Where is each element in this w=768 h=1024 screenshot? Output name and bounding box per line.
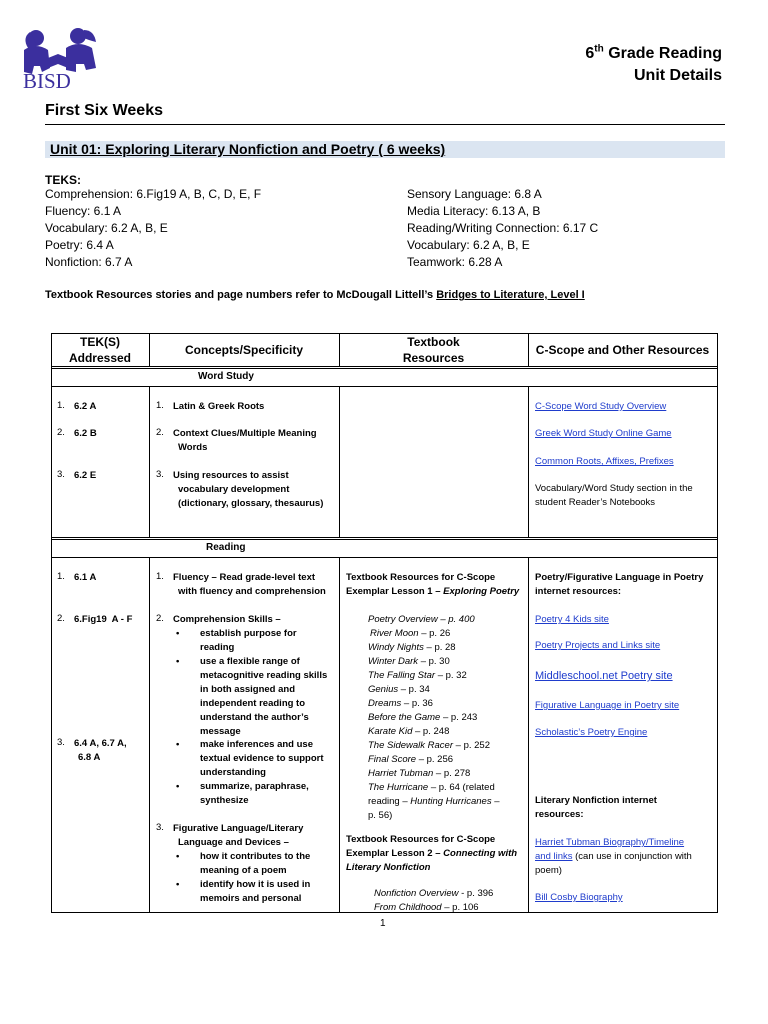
list-number: 2. xyxy=(57,427,65,438)
teks-label: TEKS: xyxy=(45,173,81,187)
table-border xyxy=(51,537,718,538)
header-cscope: C-Scope and Other Resources xyxy=(535,343,710,357)
concept-comprehension: Comprehension Skills – xyxy=(173,614,281,625)
poetry-item: The Hurricane – p. 64 (related xyxy=(368,782,495,793)
link-cscope-word-study[interactable]: C-Scope Word Study Overview xyxy=(535,401,667,412)
unit-details-title: Unit Details xyxy=(633,67,722,84)
poetry-item: Final Score – p. 256 xyxy=(368,754,454,765)
concept-item: Latin & Greek Roots xyxy=(173,401,265,412)
word-study-note: Vocabulary/Word Study section in the student Reader’s Notebooks xyxy=(535,483,693,508)
teks-item: Poetry: 6.4 A xyxy=(45,238,114,252)
header-rule xyxy=(45,124,725,125)
section-reading: Reading xyxy=(206,542,246,553)
list-number: 3. xyxy=(156,822,164,833)
concept-figurative: Figurative Language/Literary Language and Devices – xyxy=(173,823,304,848)
poetry-item: Windy Nights – p. 28 xyxy=(368,642,456,653)
link-poetry-4-kids[interactable]: Poetry 4 Kids site xyxy=(535,614,609,625)
teks-list-left xyxy=(45,186,261,271)
lesson2-heading: Textbook Resources for C-Scope Exemplar Lesson 2 – Connecting with Literary Nonfiction xyxy=(346,834,518,873)
nonfiction-resource-list xyxy=(374,887,493,915)
unit-title: Unit 01: Exploring Literary Nonfiction and Poetry ( 6 weeks) xyxy=(50,141,446,157)
bullet-item: summarize, paraphrase, synthesize xyxy=(200,781,309,806)
teks-code: 6.1 A xyxy=(74,572,97,583)
bullet-icon: • xyxy=(176,879,180,890)
poetry-item: Before the Game – p. 243 xyxy=(368,712,478,723)
poetry-item: Winter Dark – p. 30 xyxy=(368,656,450,667)
list-number: 2. xyxy=(156,427,164,438)
poetry-item: Dreams – p. 36 xyxy=(368,698,433,709)
bullet-icon: • xyxy=(176,739,180,750)
textbook-note: Textbook Resources stories and page numbers refer to McDougall Littell’s Bridges to Literature, Level I xyxy=(45,289,585,301)
poetry-item: River Moon – p. 26 xyxy=(370,628,451,639)
teks-code: 6.Fig19 A - F xyxy=(74,614,133,625)
link-middleschool-poetry[interactable]: Middleschool.net Poetry site xyxy=(535,670,673,682)
table-col-divider xyxy=(149,557,150,913)
poetry-item: Harriet Tubman – p. 278 xyxy=(368,768,471,779)
list-number: 1. xyxy=(156,400,164,411)
bullet-item: identify how it is used in memoirs and personal xyxy=(200,879,311,904)
teks-item: Media Literacy: 6.13 A, B xyxy=(407,204,541,218)
teks-item: Vocabulary: 6.2 A, B, E xyxy=(407,238,530,252)
table-border xyxy=(51,368,718,369)
teks-list-right xyxy=(407,186,598,271)
teks-item: Sensory Language: 6.8 A xyxy=(407,187,542,201)
bullet-item: make inferences and use textual evidence to support understanding xyxy=(200,739,324,778)
teks-code: 6.2 A xyxy=(74,401,97,412)
table-col-divider xyxy=(149,386,150,538)
section-word-study: Word Study xyxy=(198,371,254,382)
table-border xyxy=(51,539,718,540)
poetry-item: Karate Kid – p. 248 xyxy=(368,726,450,737)
table-col-divider xyxy=(339,557,340,913)
teks-item: Reading/Writing Connection: 6.17 C xyxy=(407,221,599,235)
link-figurative-language[interactable]: Figurative Language in Poetry site xyxy=(535,700,680,711)
poetry-item: Poetry Overview – p. 400 xyxy=(368,614,475,625)
page-number: 1 xyxy=(380,918,386,929)
teks-code: 6.4 A, 6.7 A, 6.8 A xyxy=(74,738,127,763)
teks-item: Teamwork: 6.28 A xyxy=(407,255,503,269)
poetry-internet-heading: Poetry/Figurative Language in Poetry internet resources: xyxy=(535,572,704,597)
table-border-right xyxy=(717,333,718,913)
poetry-item: Genius – p. 34 xyxy=(368,684,430,695)
grade-title: 6th Grade Reading xyxy=(585,43,722,62)
header-teks: TEK(S) Addressed xyxy=(68,335,132,365)
concept-item: Context Clues/Multiple Meaning Words xyxy=(173,428,317,453)
list-number: 2. xyxy=(57,613,65,624)
poetry-item: The Falling Star – p. 32 xyxy=(368,670,467,681)
teks-code: 6.2 E xyxy=(74,470,97,481)
table-col-divider xyxy=(528,386,529,538)
header-concepts: Concepts/Specificity xyxy=(184,343,304,357)
concept-item: Using resources to assist vocabulary development (dictionary, glossary, thesaurus) xyxy=(173,470,324,509)
table-border-left xyxy=(51,333,52,913)
teks-code: 6.2 B xyxy=(74,428,97,439)
poetry-resource-list xyxy=(368,613,500,823)
link-common-roots[interactable]: Common Roots, Affixes, Prefixes xyxy=(535,456,674,467)
table-col-divider xyxy=(339,386,340,538)
table-border xyxy=(51,386,718,387)
bullet-icon: • xyxy=(176,851,180,862)
teks-item: Comprehension: 6.Fig19 A, B, C, D, E, F xyxy=(45,187,262,201)
bullet-icon: • xyxy=(176,781,180,792)
lesson1-heading: Textbook Resources for C-Scope Exemplar Lesson 1 – Exploring Poetry xyxy=(346,572,520,597)
header-textbook: Textbook Resources xyxy=(402,335,465,365)
bullet-icon: • xyxy=(176,656,180,667)
nonfiction-internet-heading: Literary Nonfiction internet resources: xyxy=(535,795,657,820)
link-bill-cosby[interactable]: Bill Cosby Biography xyxy=(535,892,623,903)
teks-item: Fluency: 6.1 A xyxy=(45,204,122,218)
list-number: 1. xyxy=(156,571,164,582)
teks-item: Vocabulary: 6.2 A, B, E xyxy=(45,221,168,235)
poetry-item: reading – Hunting Hurricanes – xyxy=(368,796,500,807)
link-greek-word-game[interactable]: Greek Word Study Online Game xyxy=(535,428,672,439)
bullet-item: establish purpose for reading xyxy=(200,628,297,653)
period-heading: First Six Weeks xyxy=(45,102,163,119)
list-number: 1. xyxy=(57,571,65,582)
list-number: 3. xyxy=(57,469,65,480)
list-number: 2. xyxy=(156,613,164,624)
table-border xyxy=(51,366,718,367)
bisd-logo-text: BISD xyxy=(23,69,71,90)
bullet-item: how it contributes to the meaning of a poem xyxy=(200,851,311,876)
link-poetry-projects[interactable]: Poetry Projects and Links site xyxy=(535,640,661,651)
link-harriet-tubman[interactable]: Harriet Tubman Biography/Timeline xyxy=(535,837,685,848)
nonfiction-item: From Childhood – p. 106 xyxy=(374,902,479,913)
bullet-item: use a flexible range of metacognitive reading skills in both assigned and independent reading to understand the author’s message xyxy=(200,656,328,737)
link-harriet-tubman-cont[interactable]: and links xyxy=(535,851,573,862)
link-scholastic-poetry[interactable]: Scholastic’s Poetry Engine xyxy=(535,727,648,738)
list-number: 3. xyxy=(156,469,164,480)
teks-item: Nonfiction: 6.7 A xyxy=(45,255,133,269)
nonfiction-item: Nonfiction Overview - p. 396 xyxy=(374,888,494,899)
table-border xyxy=(51,557,718,558)
table-col-divider xyxy=(528,557,529,913)
bisd-logo xyxy=(18,26,108,90)
poetry-item: p. 56) xyxy=(368,810,393,821)
textbook-title: Bridges to Literature, Level I xyxy=(436,289,585,301)
list-number: 3. xyxy=(57,737,65,748)
concept-fluency: Fluency – Read grade-level text with fluency and comprehension xyxy=(173,572,326,597)
poetry-item: The Sidewalk Racer – p. 252 xyxy=(368,740,490,751)
tubman-resource: Harriet Tubman Biography/Timeline and links (can use in conjunction with poem) xyxy=(535,837,692,876)
list-number: 1. xyxy=(57,400,65,411)
bullet-icon: • xyxy=(176,628,180,639)
